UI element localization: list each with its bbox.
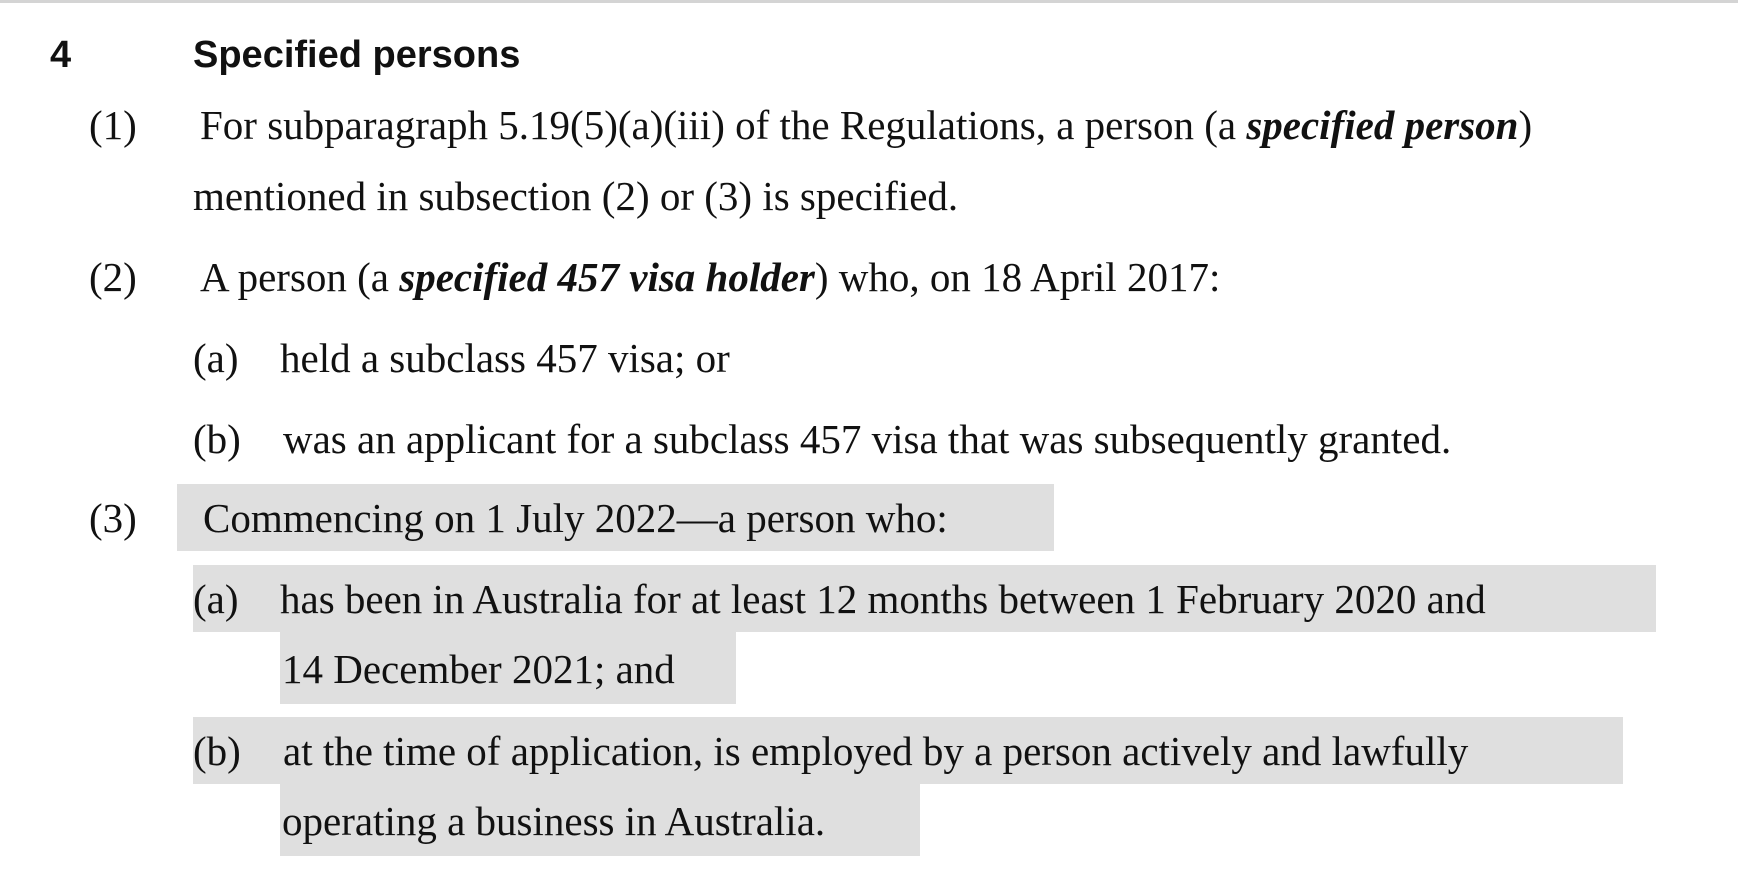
paragraph-2a-text: held a subclass 457 visa; or [280, 335, 730, 381]
subsection-3-line-1: Commencing on 1 July 2022—a person who: [203, 495, 948, 541]
subsection-1-line-1 [200, 101, 1532, 149]
paragraph-label: (b) [193, 416, 241, 462]
text-run: ) who, on 18 April 2017: [814, 254, 1221, 300]
text-run: For subparagraph 5.19(5)(a)(iii) of the Regulations, a person (a [200, 102, 1247, 148]
paragraph-label: (b) [193, 728, 241, 774]
subsection-label: (1) [89, 102, 137, 148]
paragraph-3a-line-1: has been in Australia for at least 12 months between 1 February 2020 and [280, 576, 1486, 622]
text-run: A person (a [200, 254, 400, 300]
defined-term: specified 457 visa holder [399, 254, 815, 300]
section-number: 4 [50, 34, 72, 76]
subsection-1-line-2: mentioned in subsection (2) or (3) is specified. [193, 173, 959, 219]
paragraph-3b-line-1: at the time of application, is employed by a person actively and lawfully [283, 728, 1469, 774]
paragraph-3b-line-2: operating a business in Australia. [282, 798, 826, 844]
paragraph-3a-line-2: 14 December 2021; and [282, 646, 675, 692]
top-divider [0, 0, 1738, 3]
text-run: ) [1518, 102, 1533, 148]
paragraph-label: (a) [193, 576, 239, 622]
paragraph-2b-text: was an applicant for a subclass 457 visa that was subsequently granted. [283, 416, 1452, 462]
subsection-label: (2) [89, 254, 137, 300]
paragraph-label: (a) [193, 335, 239, 381]
section-title: Specified persons [193, 34, 521, 76]
subsection-label: (3) [89, 495, 137, 541]
subsection-2-line-1 [200, 253, 1220, 301]
defined-term: specified person [1246, 102, 1519, 148]
